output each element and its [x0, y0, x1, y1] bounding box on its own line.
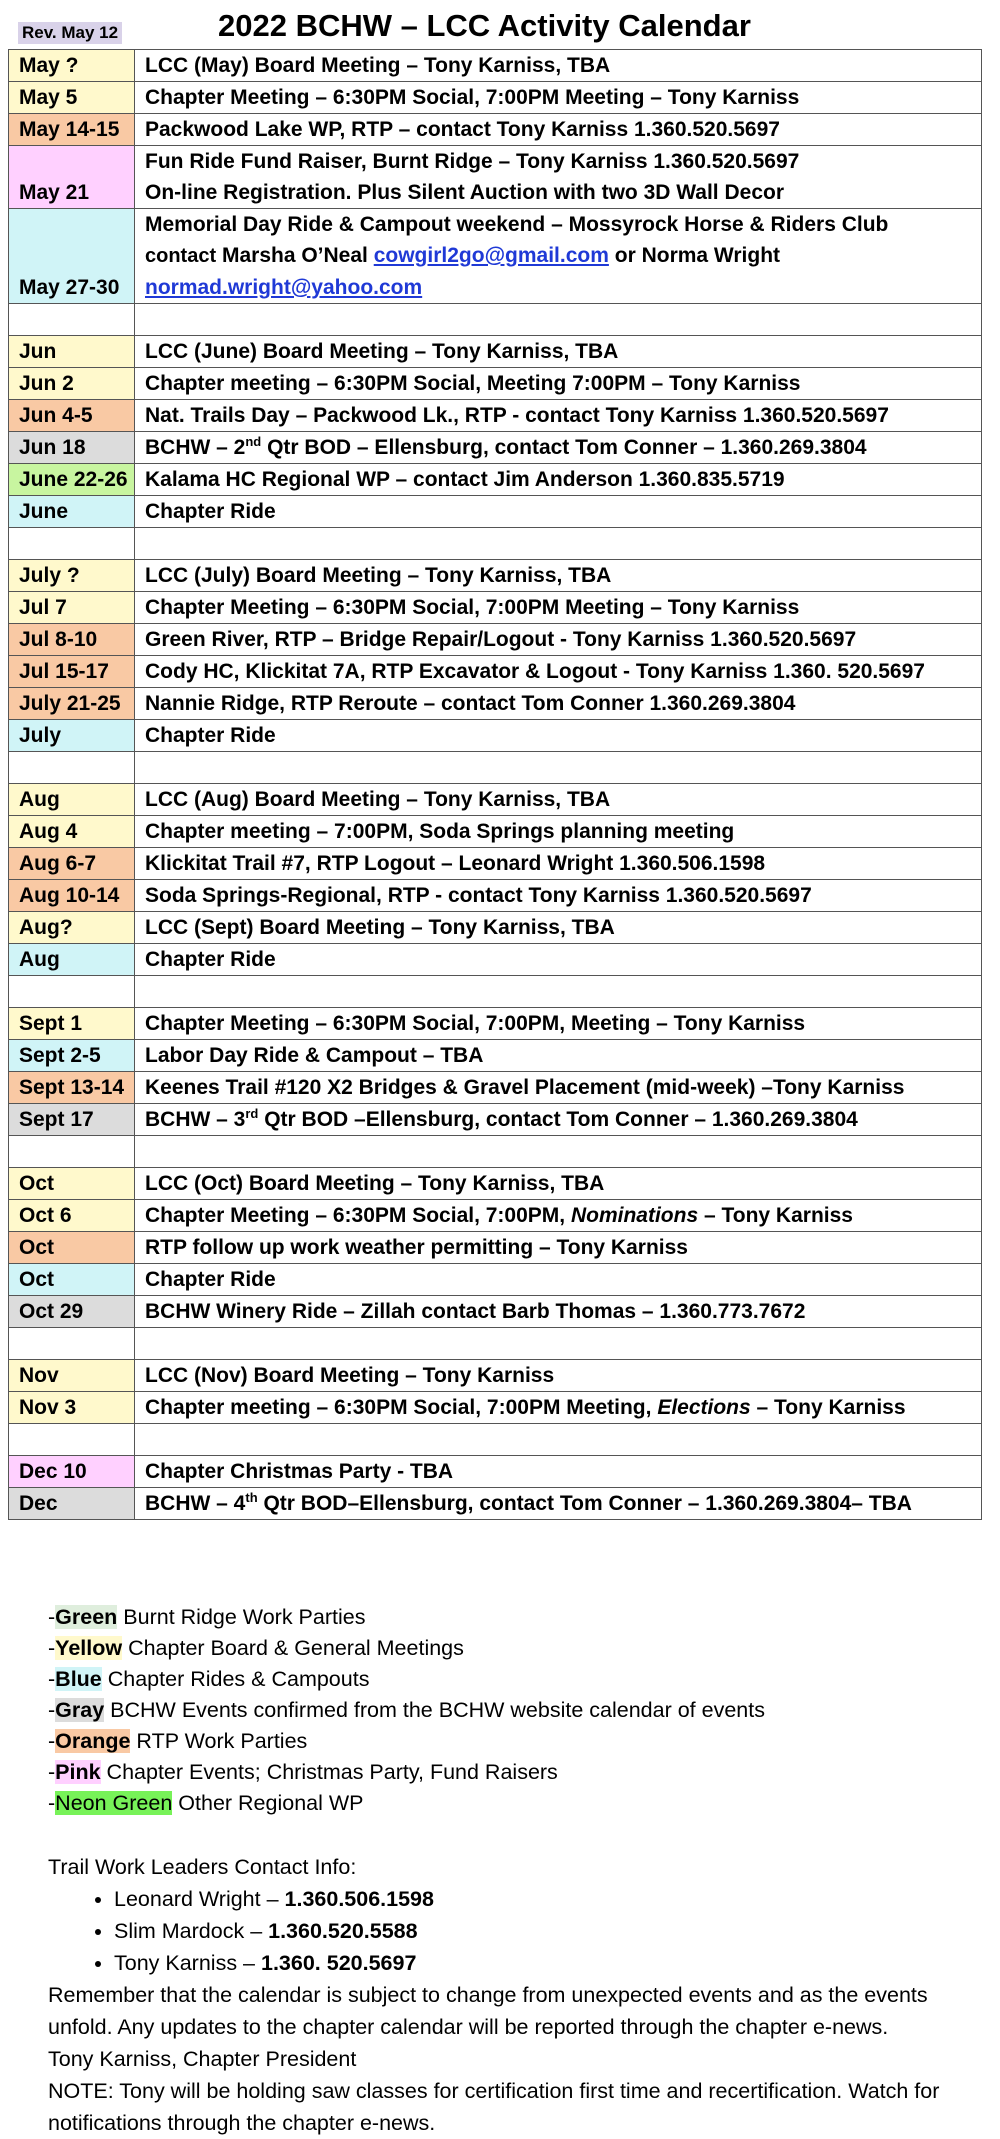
table-row — [9, 1008, 982, 1040]
table-row — [9, 912, 982, 944]
event-cell: Chapter Meeting – 6:30PM Social, 7:00PM Meeting – Tony Karniss — [135, 82, 982, 114]
event-cell: BCHW – 2nd Qtr BOD – Ellensburg, contact Tom Conner – 1.360.269.3804 — [135, 432, 982, 464]
legend-item: -Neon Green Other Regional WP — [48, 1791, 364, 1815]
legend-key-yellow: Yellow — [55, 1636, 123, 1660]
reminder-text: Remember that the calendar is subject to change from unexpected events and as the events unfold. Any updates to the chapter calendar will be reported through the chapter e-news. — [48, 1983, 928, 2039]
event-cell: Soda Springs-Regional, RTP - contact Tony Karniss 1.360.520.5697 — [135, 880, 982, 912]
event-cell: BCHW – 4th Qtr BOD–Ellensburg, contact Tom Conner – 1.360.269.3804– TBA — [135, 1488, 982, 1520]
event-cell: Packwood Lake WP, RTP – contact Tony Karniss 1.360.520.5697 — [135, 114, 982, 146]
event-cell: LCC (Aug) Board Meeting – Tony Karniss, TBA — [135, 784, 982, 816]
table-row-blank — [9, 752, 982, 784]
contact-name: Marsha O’Neal — [221, 244, 368, 267]
table-row — [9, 1168, 982, 1200]
contact-prefix: contact — [145, 245, 217, 267]
event-cell — [135, 209, 982, 304]
date-cell: June 22-26 — [9, 464, 135, 496]
date-cell: Jun 2 — [9, 368, 135, 400]
table-row — [9, 1104, 982, 1136]
list-item: • Tony Karniss – 1.360. 520.5697 — [114, 1947, 993, 1979]
legend-item: -Orange RTP Work Parties — [48, 1729, 308, 1753]
event-cell: LCC (June) Board Meeting – Tony Karniss, TBA — [135, 336, 982, 368]
table-row — [9, 336, 982, 368]
contact-info — [48, 1851, 993, 2139]
legend-key-blue: Blue — [55, 1667, 102, 1691]
email-link-marsha[interactable]: cowgirl2go@gmail.com — [373, 244, 609, 267]
event-cell: Klickitat Trail #7, RTP Logout – Leonard Wright 1.360.506.1598 — [135, 848, 982, 880]
table-row-blank — [9, 1136, 982, 1168]
date-cell: Sept 17 — [9, 1104, 135, 1136]
date-cell: Sept 2-5 — [9, 1040, 135, 1072]
date-cell: Oct — [9, 1168, 135, 1200]
event-cell: Chapter Ride — [135, 1264, 982, 1296]
table-row — [9, 1040, 982, 1072]
table-row — [9, 656, 982, 688]
table-row — [9, 880, 982, 912]
date-cell: Aug 6-7 — [9, 848, 135, 880]
date-cell: June — [9, 496, 135, 528]
date-cell: Nov — [9, 1360, 135, 1392]
table-row — [9, 816, 982, 848]
date-cell: Aug? — [9, 912, 135, 944]
event-cell: Chapter Meeting – 6:30PM Social, 7:00PM, Nominations – Tony Karniss — [135, 1200, 982, 1232]
date-cell: May 21 — [9, 146, 135, 209]
date-cell: Jul 7 — [9, 592, 135, 624]
list-item: • Slim Mardock – 1.360.520.5588 — [114, 1915, 993, 1947]
event-cell: Chapter Meeting – 6:30PM Social, 7:00PM, Meeting – Tony Karniss — [135, 1008, 982, 1040]
table-row — [9, 50, 982, 82]
event-cell: BCHW Winery Ride – Zillah contact Barb Thomas – 1.360.773.7672 — [135, 1296, 982, 1328]
event-line: Memorial Day Ride & Campout weekend – Mossyrock Horse & Riders Club — [145, 213, 889, 236]
event-line — [145, 272, 971, 303]
event-line: Fun Ride Fund Raiser, Burnt Ridge – Tony Karniss 1.360.520.5697 — [145, 150, 800, 173]
event-cell: LCC (July) Board Meeting – Tony Karniss, TBA — [135, 560, 982, 592]
legend-key-gray: Gray — [55, 1698, 105, 1722]
contact-alt: or Norma Wright — [614, 244, 781, 267]
date-cell: Jun — [9, 336, 135, 368]
event-cell: BCHW – 3rd Qtr BOD –Ellensburg, contact Tom Conner – 1.360.269.3804 — [135, 1104, 982, 1136]
table-row — [9, 400, 982, 432]
date-cell: Aug — [9, 784, 135, 816]
event-line — [145, 240, 971, 272]
table-row — [9, 688, 982, 720]
legend-key-orange: Orange — [55, 1729, 131, 1753]
event-cell: Labor Day Ride & Campout – TBA — [135, 1040, 982, 1072]
event-cell: LCC (Sept) Board Meeting – Tony Karniss, TBA — [135, 912, 982, 944]
event-cell: LCC (Oct) Board Meeting – Tony Karniss, TBA — [135, 1168, 982, 1200]
event-cell: Green River, RTP – Bridge Repair/Logout - Tony Karniss 1.360.520.5697 — [135, 624, 982, 656]
event-cell: Chapter meeting – 7:00PM, Soda Springs planning meeting — [135, 816, 982, 848]
date-cell: Jul 8-10 — [9, 624, 135, 656]
list-item: • Leonard Wright – 1.360.506.1598 — [114, 1883, 993, 1915]
date-cell: Aug — [9, 944, 135, 976]
event-cell — [135, 146, 982, 209]
date-cell: July 21-25 — [9, 688, 135, 720]
date-cell: Jul 15-17 — [9, 656, 135, 688]
date-cell: May 27-30 — [9, 209, 135, 304]
date-cell: Nov 3 — [9, 1392, 135, 1424]
date-cell: Dec 10 — [9, 1456, 135, 1488]
table-row-blank — [9, 528, 982, 560]
event-cell: RTP follow up work weather permitting – Tony Karniss — [135, 1232, 982, 1264]
table-row — [9, 496, 982, 528]
event-cell: Nat. Trails Day – Packwood Lk., RTP - contact Tony Karniss 1.360.520.5697 — [135, 400, 982, 432]
leader-list — [48, 1883, 993, 1979]
table-row — [9, 848, 982, 880]
table-row — [9, 432, 982, 464]
table-row-blank — [9, 304, 982, 336]
date-cell: May 14-15 — [9, 114, 135, 146]
date-cell: Sept 13-14 — [9, 1072, 135, 1104]
legend-item: -Blue Chapter Rides & Campouts — [48, 1667, 370, 1691]
event-cell: Chapter Ride — [135, 496, 982, 528]
table-row — [9, 784, 982, 816]
date-cell: Aug 10-14 — [9, 880, 135, 912]
color-legend — [48, 1602, 765, 1819]
table-row — [9, 1200, 982, 1232]
legend-item: -Gray BCHW Events confirmed from the BCHW website calendar of events — [48, 1698, 765, 1722]
note-text: NOTE: Tony will be holding saw classes for certification first time and recertification. Watch for notifications through the chapter e-news. — [48, 2079, 940, 2135]
date-cell: July ? — [9, 560, 135, 592]
legend-key-pink: Pink — [55, 1760, 101, 1784]
table-row — [9, 560, 982, 592]
event-cell: Chapter Christmas Party - TBA — [135, 1456, 982, 1488]
legend-key-neon-green: Neon Green — [55, 1791, 173, 1815]
legend-item: -Pink Chapter Events; Christmas Party, Fund Raisers — [48, 1760, 558, 1784]
table-row — [9, 209, 982, 304]
event-cell: Cody HC, Klickitat 7A, RTP Excavator & Logout - Tony Karniss 1.360. 520.5697 — [135, 656, 982, 688]
date-cell: Oct 6 — [9, 1200, 135, 1232]
table-row — [9, 368, 982, 400]
table-row — [9, 114, 982, 146]
event-cell: Chapter meeting – 6:30PM Social, Meeting 7:00PM – Tony Karniss — [135, 368, 982, 400]
activity-calendar-table — [8, 49, 982, 1520]
page-title: 2022 BCHW – LCC Activity Calendar — [218, 8, 751, 43]
event-cell: LCC (Nov) Board Meeting – Tony Karniss — [135, 1360, 982, 1392]
table-row — [9, 1232, 982, 1264]
event-cell: Chapter meeting – 6:30PM Social, 7:00PM Meeting, Elections – Tony Karniss — [135, 1392, 982, 1424]
event-cell: Chapter Meeting – 6:30PM Social, 7:00PM Meeting – Tony Karniss — [135, 592, 982, 624]
event-cell: Keenes Trail #120 X2 Bridges & Gravel Placement (mid-week) –Tony Karniss — [135, 1072, 982, 1104]
event-line: On-line Registration. Plus Silent Auction with two 3D Wall Decor — [145, 181, 784, 204]
revision-label: Rev. May 12 — [18, 22, 122, 44]
table-row — [9, 1296, 982, 1328]
date-cell: May 5 — [9, 82, 135, 114]
date-cell: Oct — [9, 1264, 135, 1296]
date-cell: Sept 1 — [9, 1008, 135, 1040]
date-cell: Aug 4 — [9, 816, 135, 848]
event-cell: Kalama HC Regional WP – contact Jim Anderson 1.360.835.5719 — [135, 464, 982, 496]
legend-item: -Yellow Chapter Board & General Meetings — [48, 1636, 464, 1660]
date-cell: Dec — [9, 1488, 135, 1520]
legend-item: -Green Burnt Ridge Work Parties — [48, 1605, 366, 1629]
contacts-heading: Trail Work Leaders Contact Info: — [48, 1855, 357, 1879]
table-row — [9, 720, 982, 752]
date-cell: Jun 18 — [9, 432, 135, 464]
date-cell: Jun 4-5 — [9, 400, 135, 432]
table-row — [9, 592, 982, 624]
table-row-blank — [9, 1328, 982, 1360]
table-row — [9, 146, 982, 209]
table-row — [9, 1360, 982, 1392]
table-row — [9, 464, 982, 496]
legend-key-green: Green — [55, 1605, 118, 1629]
date-cell: July — [9, 720, 135, 752]
table-row — [9, 1392, 982, 1424]
table-row-blank — [9, 1424, 982, 1456]
email-link-norma[interactable]: normad.wright@yahoo.com — [145, 276, 423, 299]
event-cell: Chapter Ride — [135, 720, 982, 752]
table-row — [9, 944, 982, 976]
event-cell: LCC (May) Board Meeting – Tony Karniss, TBA — [135, 50, 982, 82]
table-row — [9, 624, 982, 656]
signature: Tony Karniss, Chapter President — [48, 2047, 357, 2071]
date-cell: May ? — [9, 50, 135, 82]
event-cell: Chapter Ride — [135, 944, 982, 976]
date-cell: Oct — [9, 1232, 135, 1264]
table-row — [9, 1072, 982, 1104]
date-cell: Oct 29 — [9, 1296, 135, 1328]
table-row — [9, 1456, 982, 1488]
table-row — [9, 82, 982, 114]
table-row — [9, 1264, 982, 1296]
event-cell: Nannie Ridge, RTP Reroute – contact Tom Conner 1.360.269.3804 — [135, 688, 982, 720]
table-row — [9, 1488, 982, 1520]
table-row-blank — [9, 976, 982, 1008]
